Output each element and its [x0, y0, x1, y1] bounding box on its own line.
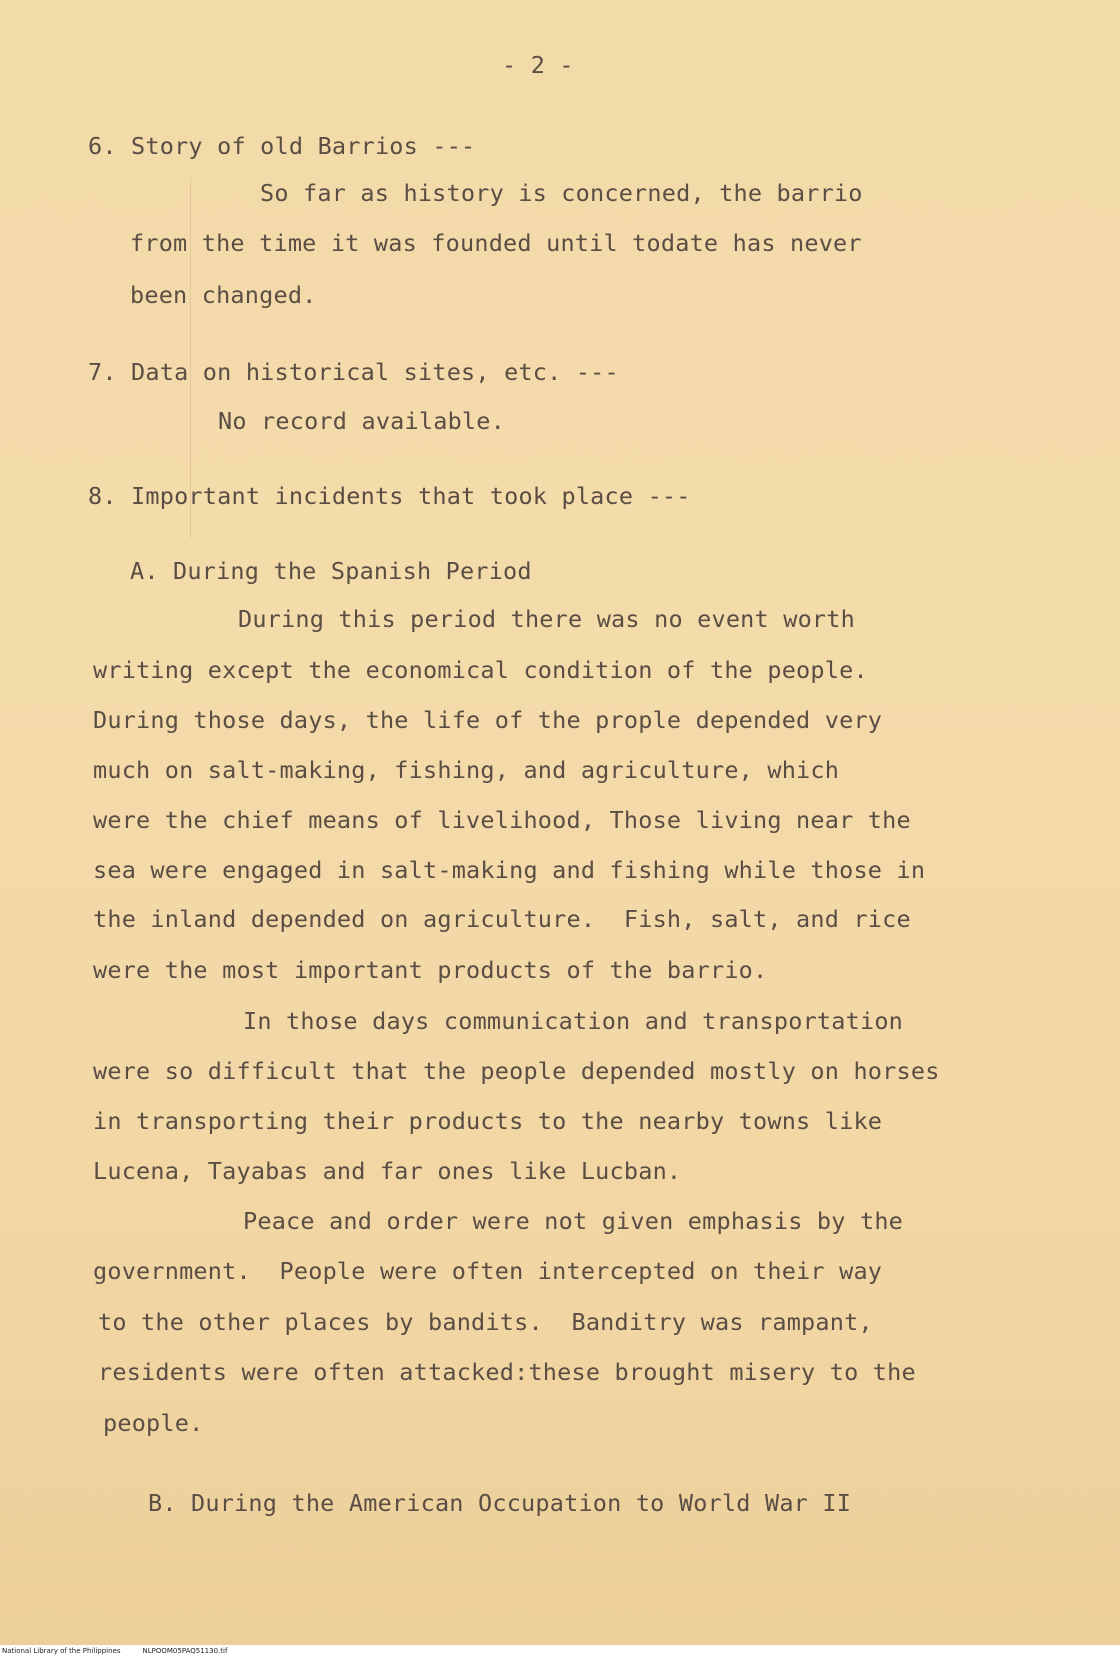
paragraph-2-line-3: in transporting their products to the nearby towns like	[93, 1107, 883, 1135]
section-6-line-2: from the time it was founded until todate has never	[130, 229, 862, 257]
paragraph-1-line-1: During this period there was no event worth	[238, 605, 855, 633]
paragraph-2-line-4: Lucena, Tayabas and far ones like Lucban.	[93, 1157, 682, 1185]
paragraph-3-line-4: residents were often attacked:these brought misery to the	[98, 1358, 916, 1386]
paragraph-1-line-7: the inland depended on agriculture. Fish, salt, and rice	[93, 905, 911, 933]
section-6-heading: 6. Story of old Barrios ---	[88, 132, 476, 160]
paragraph-2-line-1: In those days communication and transportation	[243, 1007, 904, 1035]
paragraph-3-line-1: Peace and order were not given emphasis by the	[243, 1207, 904, 1235]
paragraph-1-line-3: During those days, the life of the prople depended very	[93, 706, 883, 734]
footer-file: NLPOOM05PAQ51130.tif	[142, 1647, 228, 1655]
section-7-heading: 7. Data on historical sites, etc. ---	[88, 358, 619, 386]
page-number: - 2 -	[502, 51, 574, 79]
section-8-heading: 8. Important incidents that took place ---	[88, 482, 691, 510]
paragraph-1-line-5: were the chief means of livelihood, Those living near the	[93, 806, 911, 834]
section-7-line: No record available.	[218, 407, 505, 435]
scan-footer	[0, 1645, 1120, 1658]
section-6-line-1: So far as history is concerned, the barrio	[260, 179, 863, 207]
footer-library: National Library of the Philippines	[2, 1647, 121, 1655]
paragraph-1-line-4: much on salt-making, fishing, and agriculture, which	[93, 756, 840, 784]
section-6-line-3: been changed.	[130, 281, 317, 309]
section-8b-heading: B. During the American Occupation to World War II	[148, 1489, 852, 1517]
paragraph-1-line-6: sea were engaged in salt-making and fishing while those in	[93, 856, 926, 884]
paragraph-1-line-2: writing except the economical condition of the people.	[93, 656, 868, 684]
paragraph-3-line-3: to the other places by bandits. Banditry was rampant,	[98, 1308, 873, 1336]
paragraph-1-line-8: were the most important products of the barrio.	[93, 956, 768, 984]
paragraph-3-line-5: people.	[103, 1409, 204, 1437]
section-8a-heading: A. During the Spanish Period	[130, 557, 532, 585]
paragraph-3-line-2: government. People were often intercepted on their way	[93, 1257, 883, 1285]
paragraph-2-line-2: were so difficult that the people depended mostly on horses	[93, 1057, 940, 1085]
